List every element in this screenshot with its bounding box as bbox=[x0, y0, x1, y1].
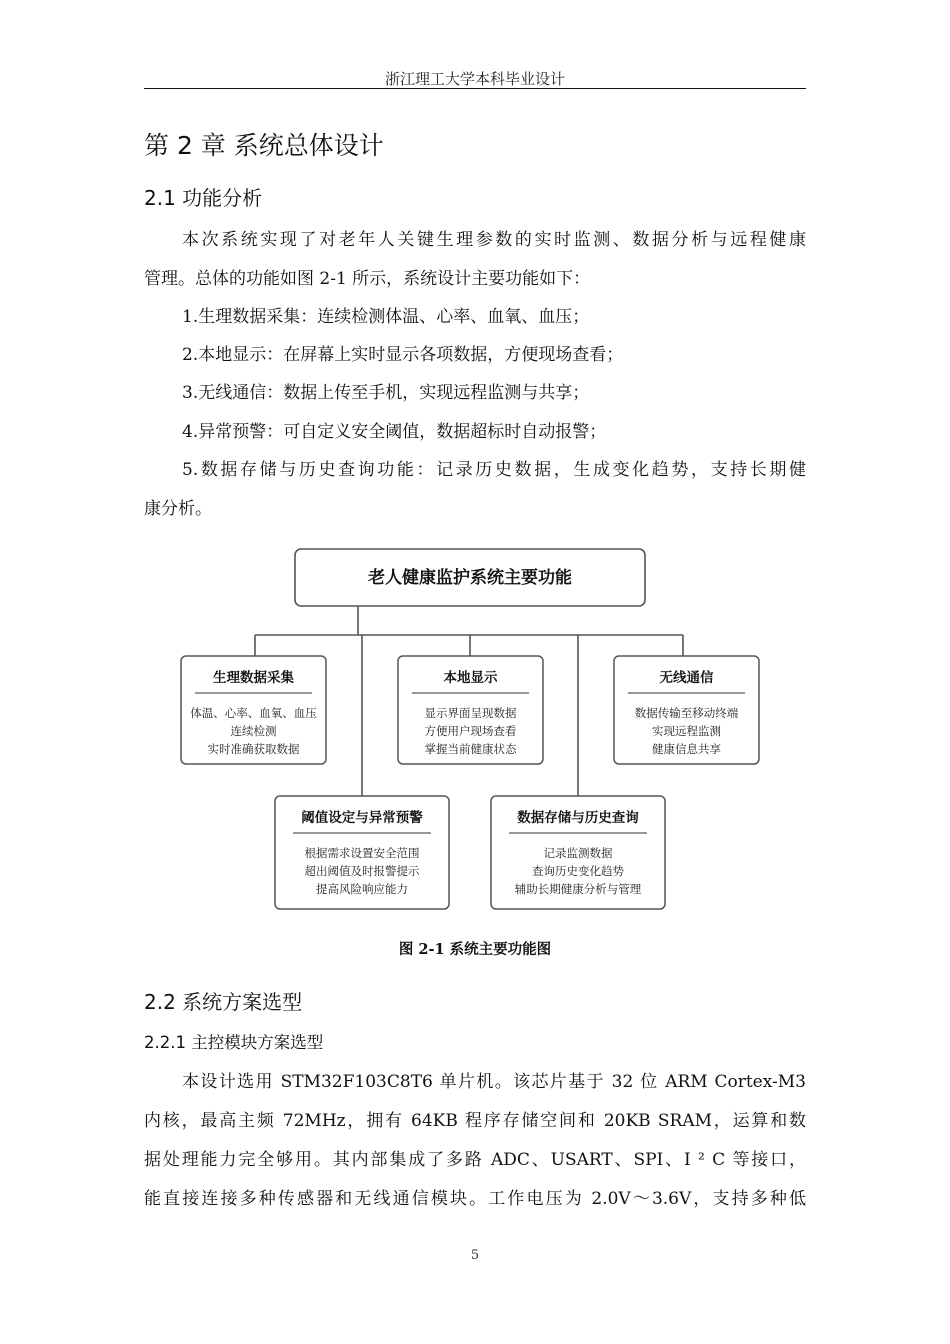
diagram-node-storage-history bbox=[491, 796, 665, 909]
paragraph-line: 本次系统实现了对老年人关键生理参数的实时监测、数据分析与远程健康 bbox=[182, 230, 806, 250]
section-title-2-2: 2.2 系统方案选型 bbox=[144, 990, 303, 1014]
list-item: 4.异常预警：可自定义安全阈值，数据超标时自动报警； bbox=[182, 422, 607, 442]
diagram-node-line: 提高风险响应能力 bbox=[316, 882, 408, 896]
subsection-title-2-2-1: 2.2.1 主控模块方案选型 bbox=[144, 1033, 324, 1052]
diagram-node-title: 无线通信 bbox=[659, 670, 714, 686]
paragraph-line: 据处理能力完全够用。其内部集成了多路 ADC、USART、SPI、I ² C 等接口， bbox=[144, 1150, 806, 1170]
list-item: 1.生理数据采集：连续检测体温、心率、血氧、血压； bbox=[182, 307, 590, 327]
diagram-node-title: 数据存储与历史查询 bbox=[517, 810, 639, 826]
paragraph-line: 能直接连接多种传感器和无线通信模块。工作电压为 2.0V～3.6V，支持多种低 bbox=[144, 1189, 806, 1209]
chapter-title: 第 2 章 系统总体设计 bbox=[144, 131, 384, 160]
list-item: 3.无线通信：数据上传至手机，实现远程监测与共享； bbox=[182, 383, 590, 403]
paragraph-line: 康分析。 bbox=[144, 499, 212, 519]
paragraph-line: 管理。总体的功能如图 2-1 所示，系统设计主要功能如下： bbox=[144, 269, 591, 289]
diagram-node-line: 掌握当前健康状态 bbox=[424, 742, 517, 756]
diagram-node-line: 健康信息共享 bbox=[652, 742, 721, 756]
header-rule bbox=[144, 88, 806, 89]
diagram-node-line: 数据传输至移动终端 bbox=[634, 706, 739, 720]
diagram-node-line: 超出阈值及时报警提示 bbox=[304, 864, 420, 878]
diagram-node-line: 实现远程监测 bbox=[652, 724, 721, 738]
diagram-node-title: 本地显示 bbox=[443, 670, 498, 686]
diagram-root-title: 老人健康监护系统主要功能 bbox=[368, 568, 572, 588]
page-header: 浙江理工大学本科毕业设计 bbox=[384, 70, 565, 88]
list-item: 2.本地显示：在屏幕上实时显示各项数据，方便现场查看； bbox=[182, 345, 624, 365]
diagram-node-line: 连续检测 bbox=[230, 724, 277, 738]
diagram-node-line: 显示界面呈现数据 bbox=[424, 706, 517, 720]
diagram-node-title: 生理数据采集 bbox=[213, 670, 294, 686]
paragraph-line: 内核，最高主频 72MHz，拥有 64KB 程序存储空间和 20KB SRAM，运算和数 bbox=[144, 1111, 806, 1131]
figure-caption: 图 2-1 系统主要功能图 bbox=[398, 941, 552, 958]
diagram-node-line: 查询历史变化趋势 bbox=[532, 864, 624, 878]
diagram-node-threshold-alarm bbox=[275, 796, 449, 909]
list-item: 5.数据存储与历史查询功能：记录历史数据，生成变化趋势，支持长期健 bbox=[182, 460, 806, 480]
diagram-node-line: 辅助长期健康分析与管理 bbox=[514, 882, 642, 896]
diagram-node-line: 记录监测数据 bbox=[543, 846, 613, 860]
diagram-node-line: 根据需求设置安全范围 bbox=[304, 846, 420, 860]
diagram-root-node bbox=[295, 549, 645, 606]
diagram-node-line: 方便用户现场查看 bbox=[424, 724, 517, 738]
diagram-node-title: 阈值设定与异常预警 bbox=[301, 810, 423, 826]
diagram-node-line: 体温、心率、血氧、血压 bbox=[190, 706, 317, 720]
section-title-2-1: 2.1 功能分析 bbox=[144, 186, 263, 210]
diagram-node-wireless bbox=[614, 656, 759, 764]
page-number: 5 bbox=[470, 1248, 480, 1263]
function-diagram bbox=[175, 545, 775, 915]
diagram-node-local-display bbox=[398, 656, 543, 764]
diagram-node-line: 实时准确获取数据 bbox=[207, 742, 300, 756]
diagram-node-data-collection bbox=[181, 656, 326, 764]
paragraph-line: 本设计选用 STM32F103C8T6 单片机。该芯片基于 32 位 ARM Cortex-M3 bbox=[182, 1072, 806, 1092]
